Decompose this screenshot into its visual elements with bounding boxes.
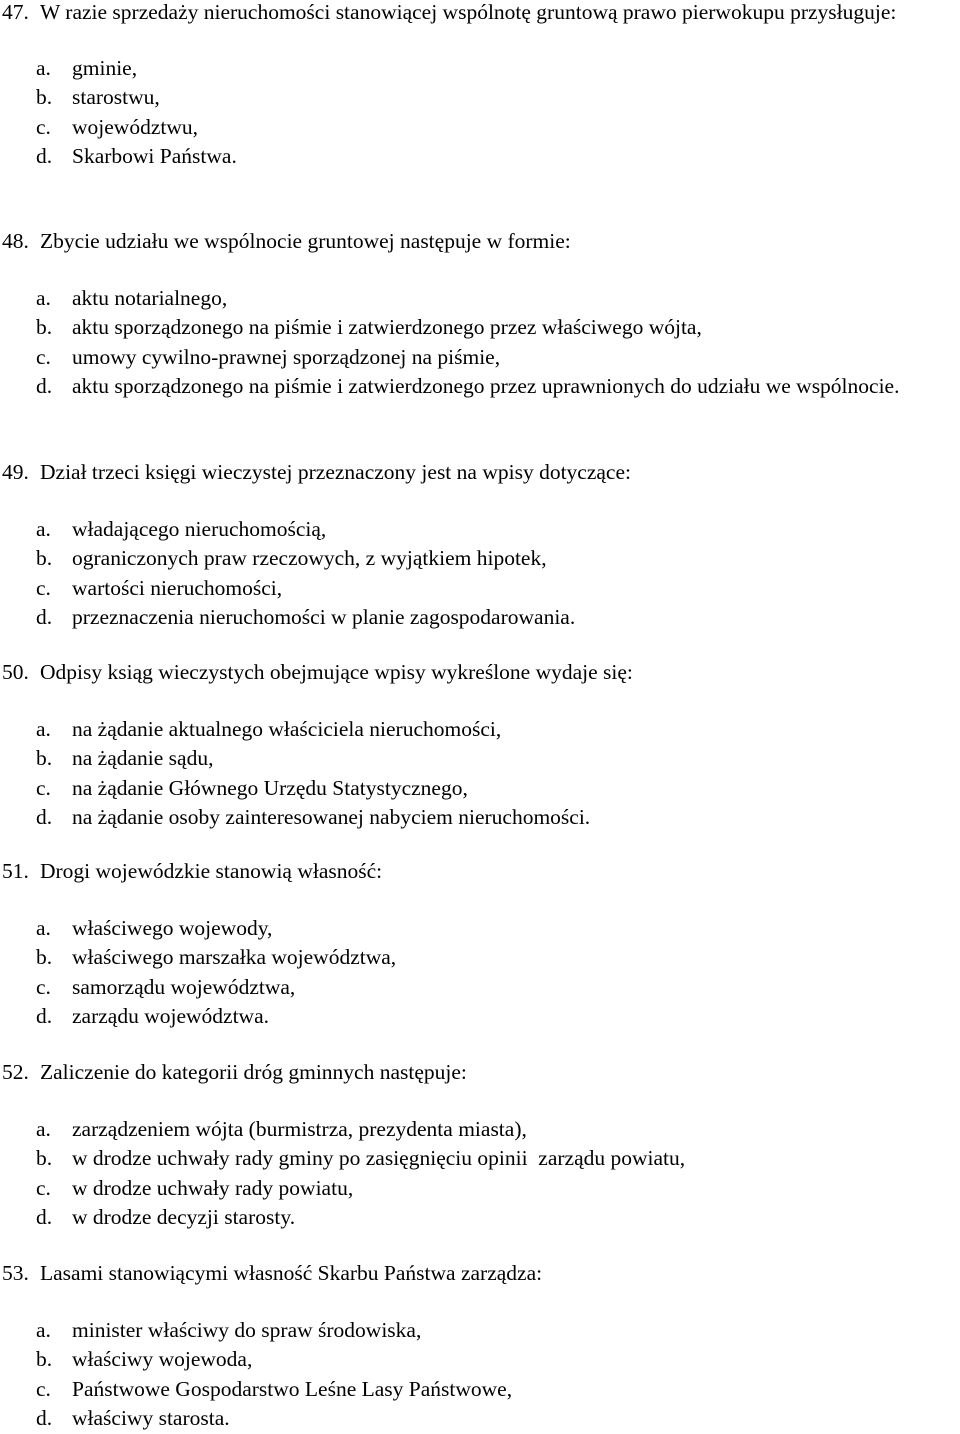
answer-letter: b. — [36, 945, 53, 970]
answer-item — [0, 744, 960, 773]
answer-text: samorządu województwa, — [72, 974, 296, 999]
question-50 — [0, 658, 960, 832]
answer-letter: b. — [36, 85, 53, 110]
answer-list — [0, 914, 960, 1031]
answer-text: właściwego wojewody, — [72, 916, 273, 940]
answer-item — [0, 914, 960, 943]
question-number: 53. — [2, 1261, 29, 1285]
answer-text: aktu sporządzonego na piśmie i zatwierdzonego przez właściwego wójta, — [72, 315, 702, 340]
answer-text: przeznaczenia nieruchomości w planie zagospodarowania. — [72, 604, 576, 629]
answer-item — [0, 113, 960, 142]
answer-letter: c. — [36, 1376, 51, 1401]
answer-text: starostwu, — [72, 85, 160, 110]
answer-letter: b. — [36, 1146, 53, 1171]
answer-text: gminie, — [72, 56, 138, 80]
question-51 — [0, 857, 960, 1031]
question-48 — [0, 227, 960, 401]
answer-letter: d. — [36, 143, 53, 168]
question-number: 50. — [2, 660, 29, 684]
question-number: 47. — [2, 0, 29, 24]
answer-item — [0, 1375, 960, 1404]
answer-letter: c. — [36, 114, 51, 139]
answer-letter: a. — [36, 517, 51, 541]
question-number: 49. — [2, 460, 29, 484]
answer-text: właściwy wojewoda, — [72, 1347, 253, 1372]
answer-item — [0, 774, 960, 803]
answer-text: Skarbowi Państwa. — [72, 143, 237, 168]
answer-text: na żądanie sądu, — [72, 746, 214, 771]
answer-letter: c. — [36, 1175, 51, 1200]
answer-letter: c. — [36, 575, 51, 600]
answer-item — [0, 574, 960, 603]
question-number: 48. — [2, 229, 29, 253]
answer-item — [0, 515, 960, 544]
question-text: Zaliczenie do kategorii dróg gminnych następuje: — [40, 1060, 467, 1084]
answer-letter: a. — [36, 717, 51, 741]
answer-text: ograniczonych praw rzeczowych, z wyjątkiem hipotek, — [72, 546, 547, 571]
question-number: 51. — [2, 859, 29, 883]
question-49-title — [0, 458, 960, 487]
answer-letter: d. — [36, 604, 53, 629]
question-number: 52. — [2, 1060, 29, 1084]
answer-letter: d. — [36, 1204, 53, 1229]
answer-item — [0, 1144, 960, 1173]
answer-item — [0, 544, 960, 573]
answer-text: umowy cywilno-prawnej sporządzonej na piśmie, — [72, 344, 501, 369]
answer-letter: a. — [36, 1318, 51, 1342]
answer-letter: c. — [36, 775, 51, 800]
answer-letter: b. — [36, 746, 53, 771]
answer-letter: d. — [36, 1003, 53, 1028]
answer-letter: c. — [36, 974, 51, 999]
answer-item — [0, 284, 960, 313]
answer-text: w drodze decyzji starosty. — [72, 1204, 296, 1229]
answer-text: aktu notarialnego, — [72, 286, 228, 310]
question-52 — [0, 1058, 960, 1232]
question-text: Odpisy ksiąg wieczystych obejmujące wpisy wykreślone wydaje się: — [40, 660, 633, 684]
answer-item — [0, 1316, 960, 1345]
answer-letter: b. — [36, 1347, 53, 1372]
question-text: Zbycie udziału we wspólnocie gruntowej następuje w formie: — [40, 229, 571, 253]
answer-list — [0, 515, 960, 632]
answer-letter: d. — [36, 1405, 53, 1430]
question-53-title — [0, 1259, 960, 1288]
answer-text: władającego nieruchomością, — [72, 517, 327, 541]
answer-text: aktu sporządzonego na piśmie i zatwierdzonego przez uprawnionych do udziału we wspólnocie. — [72, 373, 900, 398]
question-47-title — [0, 0, 960, 27]
answer-list — [0, 284, 960, 401]
answer-item — [0, 943, 960, 972]
answer-item — [0, 372, 960, 401]
question-47 — [0, 0, 960, 171]
question-text: W razie sprzedaży nieruchomości stanowiącej wspólnotę gruntową prawo pierwokupu przysługuje: — [40, 0, 897, 24]
answer-item — [0, 715, 960, 744]
answer-item — [0, 1002, 960, 1031]
answer-text: na żądanie aktualnego właściciela nieruchomości, — [72, 717, 502, 741]
answer-item — [0, 1115, 960, 1144]
question-text: Dział trzeci księgi wieczystej przeznaczony jest na wpisy dotyczące: — [40, 460, 631, 484]
question-49 — [0, 458, 960, 632]
answer-text: właściwego marszałka województwa, — [72, 945, 397, 970]
question-51-title — [0, 857, 960, 886]
answer-text: właściwy starosta. — [72, 1405, 230, 1430]
answer-item — [0, 83, 960, 112]
answer-letter: b. — [36, 546, 53, 571]
answer-item — [0, 54, 960, 83]
answer-item — [0, 603, 960, 632]
answer-text: na żądanie Głównego Urzędu Statystycznego, — [72, 775, 468, 800]
answer-item — [0, 803, 960, 832]
answer-letter: d. — [36, 373, 53, 398]
question-53 — [0, 1259, 960, 1433]
question-52-title — [0, 1058, 960, 1087]
answer-text: województwu, — [72, 114, 198, 139]
answer-text: w drodze uchwały rady powiatu, — [72, 1175, 354, 1200]
answer-letter: d. — [36, 804, 53, 829]
answer-letter: a. — [36, 286, 51, 310]
answer-text: Państwowe Gospodarstwo Leśne Lasy Państwowe, — [72, 1376, 513, 1401]
answer-text: zarządu województwa. — [72, 1003, 269, 1028]
answer-letter: a. — [36, 56, 51, 80]
answer-item — [0, 343, 960, 372]
answer-list — [0, 715, 960, 832]
answer-list — [0, 54, 960, 171]
answer-item — [0, 973, 960, 1002]
answer-item — [0, 142, 960, 171]
answer-text: zarządzeniem wójta (burmistrza, prezydenta miasta), — [72, 1117, 527, 1141]
answer-list — [0, 1115, 960, 1232]
answer-item — [0, 1404, 960, 1433]
answer-letter: c. — [36, 344, 51, 369]
answer-text: w drodze uchwały rady gminy po zasięgnięciu opinii zarządu powiatu, — [72, 1146, 686, 1171]
answer-item — [0, 313, 960, 342]
answer-letter: b. — [36, 315, 53, 340]
question-48-title — [0, 227, 960, 256]
answer-item — [0, 1345, 960, 1374]
question-text: Drogi wojewódzkie stanowią własność: — [40, 859, 383, 883]
answer-text: minister właściwy do spraw środowiska, — [72, 1318, 422, 1342]
answer-letter: a. — [36, 916, 51, 940]
answer-letter: a. — [36, 1117, 51, 1141]
answer-item — [0, 1203, 960, 1232]
answer-text: na żądanie osoby zainteresowanej nabyciem nieruchomości. — [72, 804, 591, 829]
answer-text: wartości nieruchomości, — [72, 575, 283, 600]
answer-item — [0, 1174, 960, 1203]
question-text: Lasami stanowiącymi własność Skarbu Państwa zarządza: — [40, 1261, 543, 1285]
answer-list — [0, 1316, 960, 1433]
question-50-title — [0, 658, 960, 687]
